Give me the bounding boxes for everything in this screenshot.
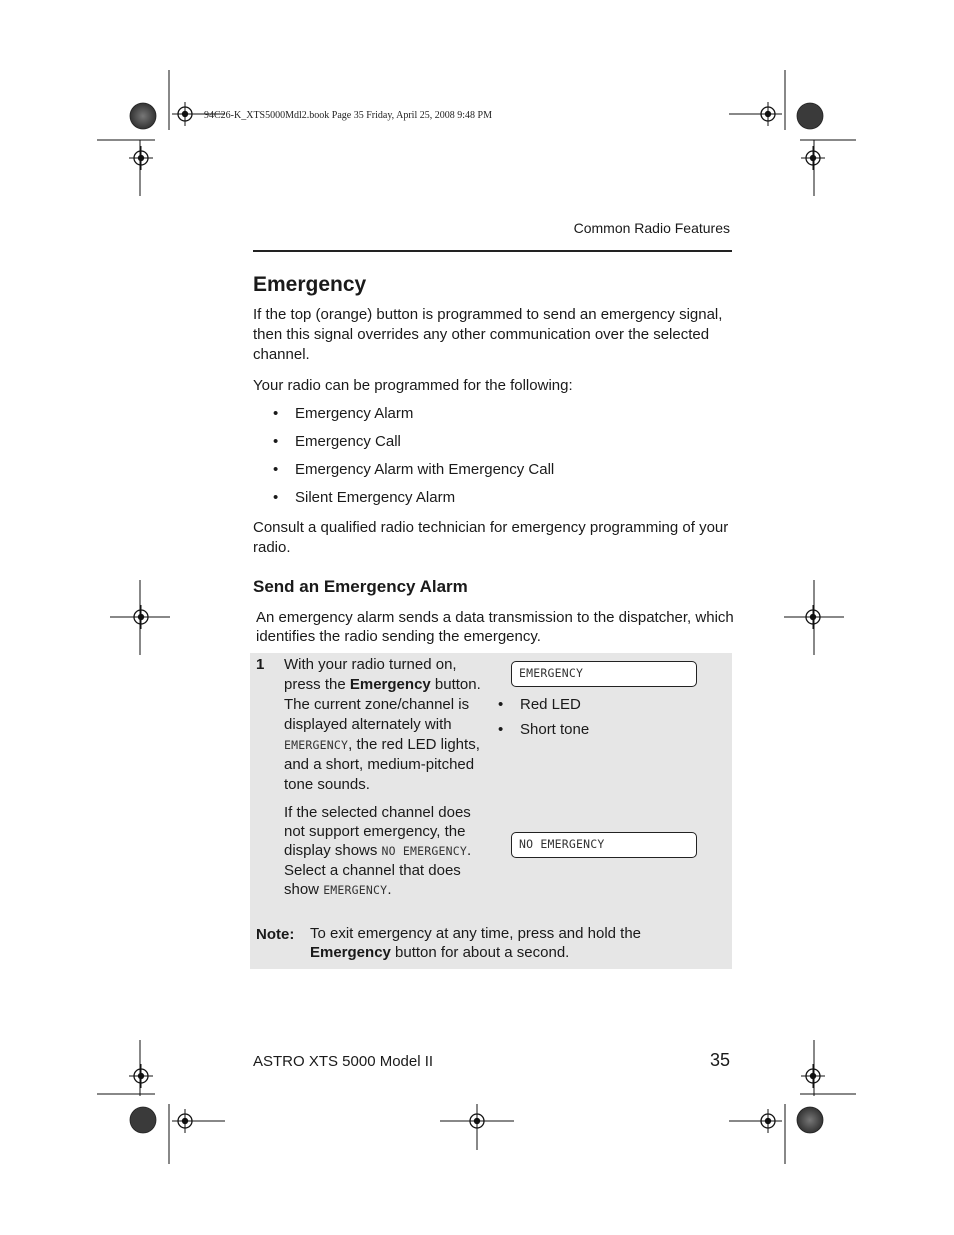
display-text: NO EMERGENCY: [519, 837, 605, 851]
step-alternate-instruction: If the selected channel does not support emergency, the display shows NO EMERGENCY. Select a channel that does show EMERGENCY.: [284, 804, 472, 898]
list-item: • Emergency Call: [253, 432, 554, 460]
header-rule: [253, 250, 732, 252]
list-item: • Red LED: [498, 695, 589, 720]
section-title: Emergency: [253, 273, 367, 296]
list-intro: Your radio can be programmed for the following:: [253, 377, 573, 394]
list-item: • Emergency Alarm: [253, 404, 554, 432]
list-item: • Short tone: [498, 720, 589, 745]
running-header: Common Radio Features: [573, 220, 730, 236]
lcd-text: EMERGENCY: [284, 738, 349, 752]
subsection-intro: An emergency alarm sends a data transmission to the dispatcher, which identifies the radio sending the emergency.: [256, 609, 734, 645]
section-intro: If the top (orange) button is programmed to send an emergency signal, then this signal overrides any other communication over the selected channel.: [253, 306, 723, 363]
footer-title: ASTRO XTS 5000 Model II: [253, 1053, 434, 1070]
emergency-button-name: Emergency: [349, 676, 431, 693]
emergency-options-list: [253, 404, 554, 516]
page-number: 35: [709, 1050, 730, 1070]
consult-paragraph: Consult a qualified radio technician for emergency programming of your radio.: [253, 519, 729, 556]
step-number: 1: [256, 656, 265, 673]
display-text: EMERGENCY: [519, 666, 584, 680]
note-text: To exit emergency at any time, press and hold the Emergency button for about a second.: [310, 925, 642, 961]
radio-display-emergency: [511, 661, 697, 687]
list-item: • Silent Emergency Alarm: [253, 488, 554, 516]
lcd-text: NO EMERGENCY: [381, 844, 468, 858]
lcd-text: EMERGENCY: [323, 883, 388, 897]
list-item: • Emergency Alarm with Emergency Call: [253, 460, 554, 488]
step-instruction: With your radio turned on, press the Emergency button. The current zone/channel is displayed alternately with EMERGENCY, the red LED lights, and a short, medium-pitched tone sounds.: [284, 656, 481, 793]
radio-display-no-emergency: [511, 832, 697, 858]
subsection-title: Send an Emergency Alarm: [253, 577, 468, 596]
indicator-list: [498, 695, 589, 745]
emergency-button-name: Emergency: [310, 944, 391, 961]
note-label: Note:: [256, 926, 295, 943]
book-file-info: 94C26-K_XTS5000Mdl2.book Page 35 Friday, April 25, 2008 9:48 PM: [204, 110, 492, 121]
